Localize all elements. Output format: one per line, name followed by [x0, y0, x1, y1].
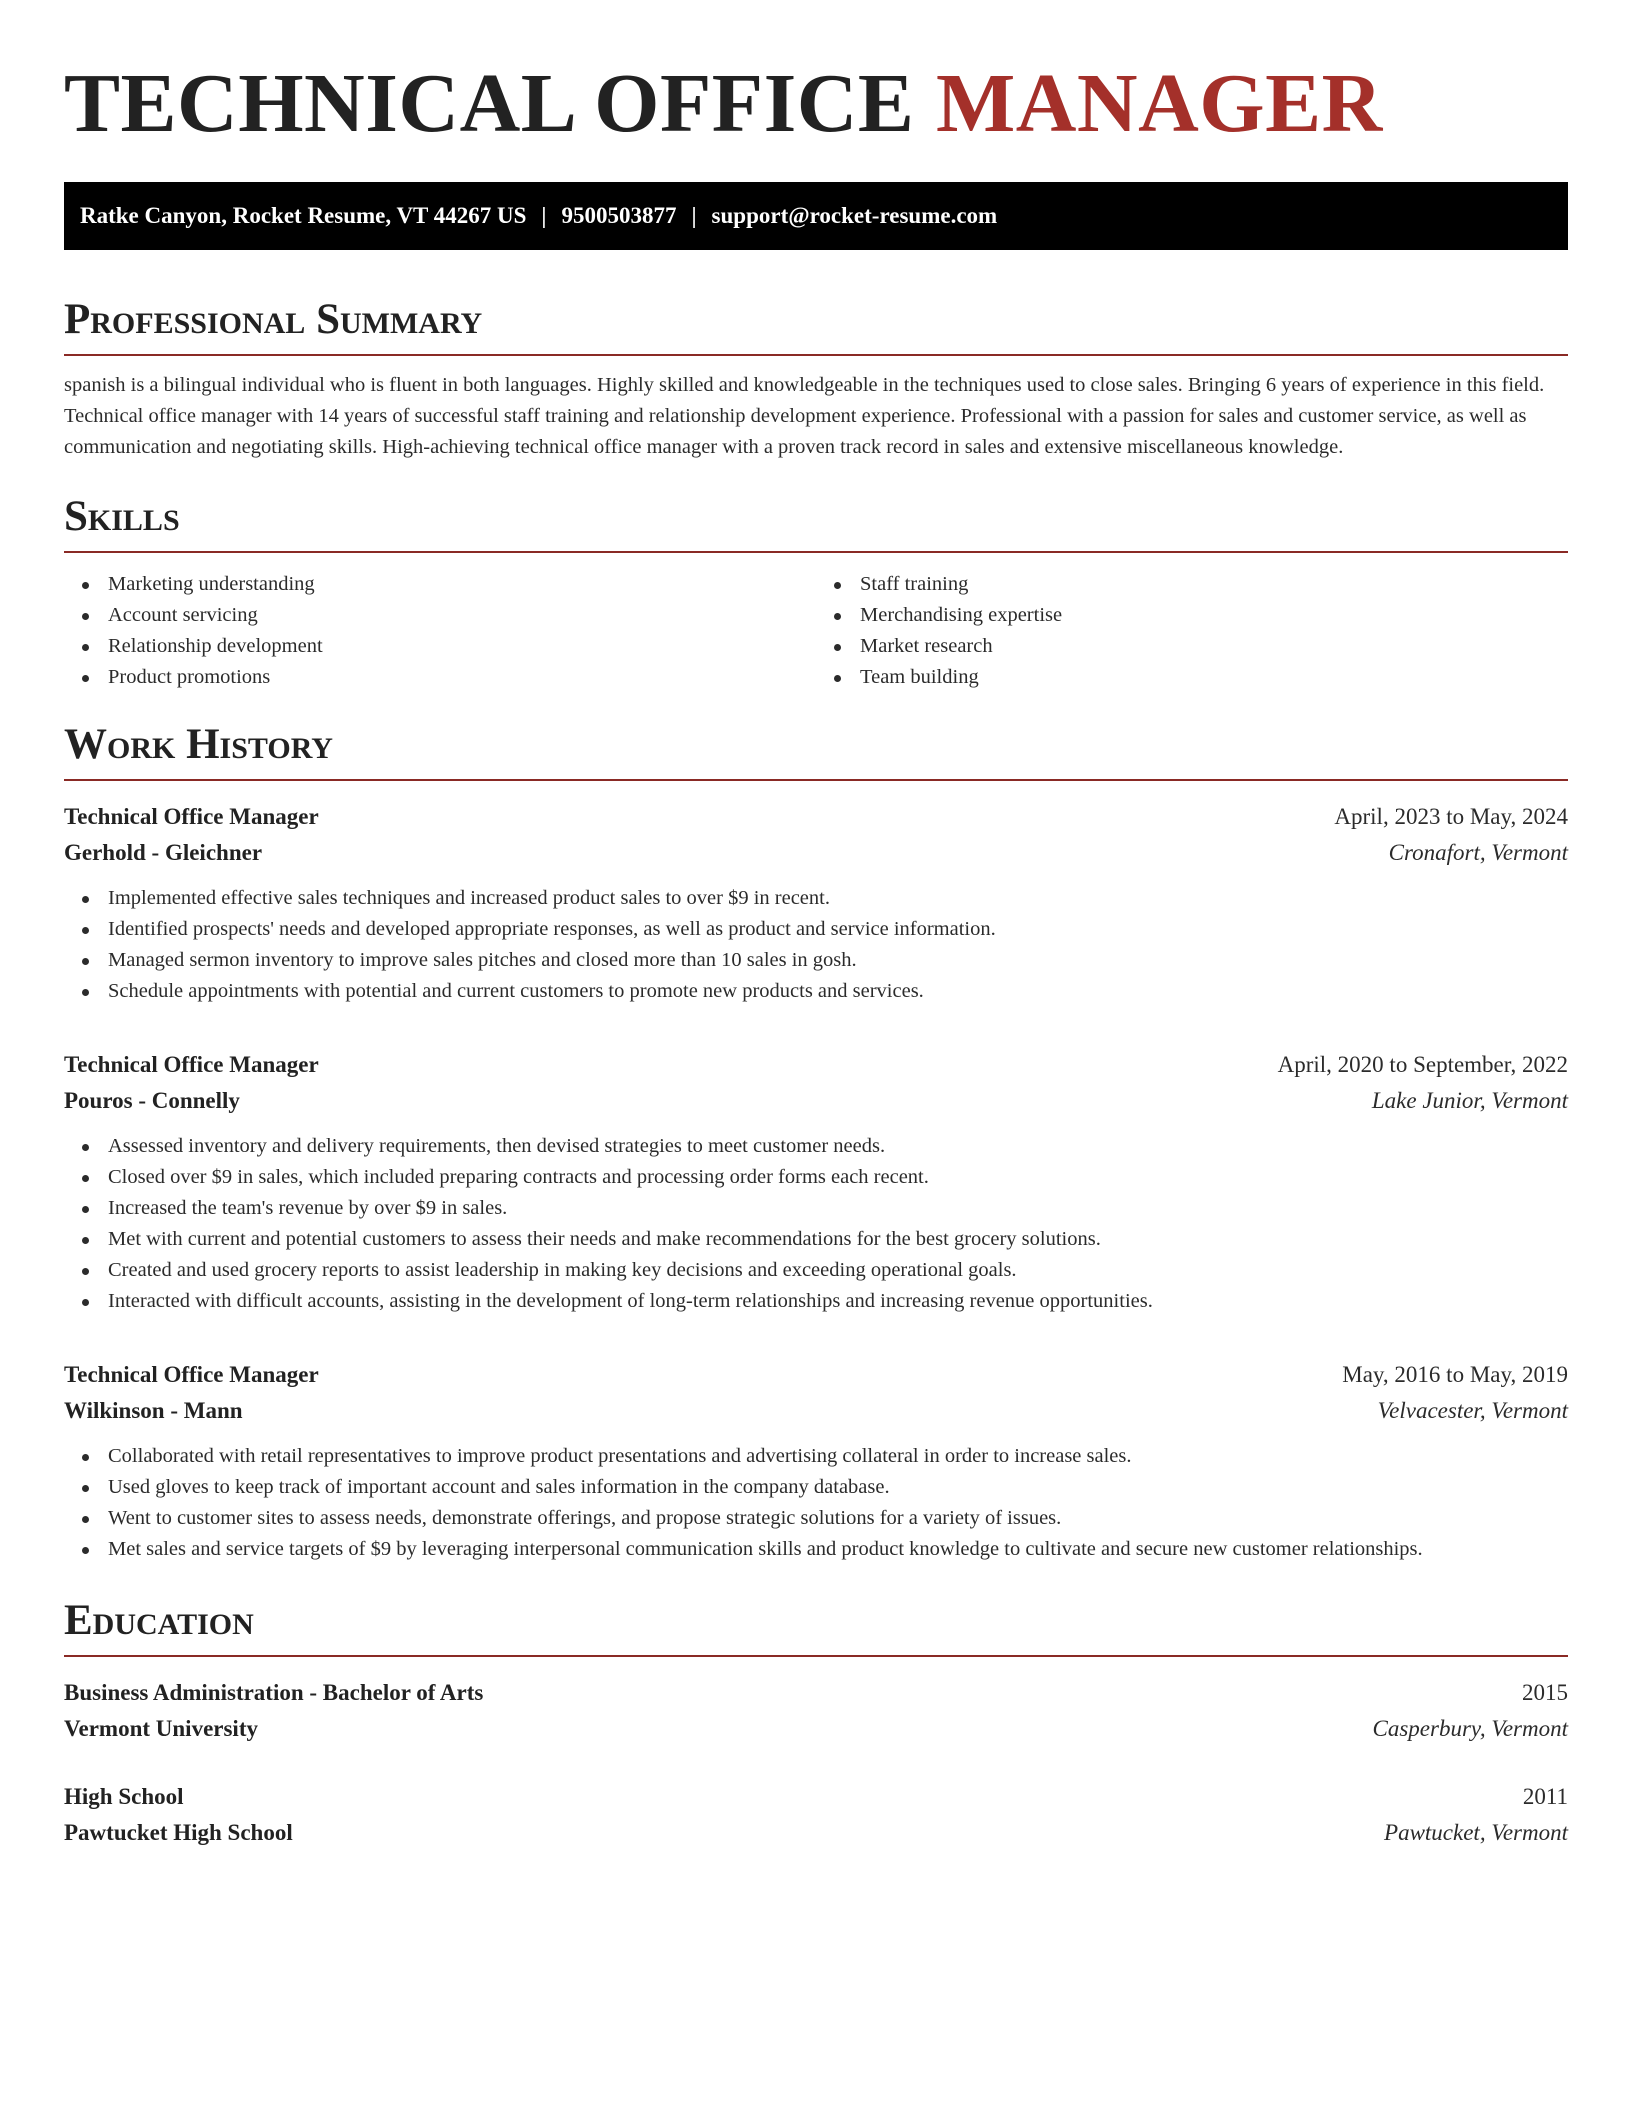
skill-item: Market research	[860, 631, 1568, 662]
job-title: Technical Office Manager	[64, 804, 319, 829]
job-location: Cronafort, Vermont	[1388, 840, 1568, 865]
job-dates: April, 2020 to September, 2022	[1277, 1052, 1568, 1077]
job-title: Technical Office Manager	[64, 1052, 319, 1077]
job-company: Pouros - Connelly	[64, 1088, 240, 1113]
job-bullet: Identified prospects' needs and developed appropriate responses, as well as product and service information.	[108, 914, 1568, 945]
job-bullet: Created and used grocery reports to assist leadership in making key decisions and exceeding operational goals.	[108, 1255, 1568, 1286]
education-location: Casperbury, Vermont	[1372, 1716, 1568, 1741]
education-degree-row	[64, 1675, 1568, 1711]
job-bullet: Went to customer sites to assess needs, demonstrate offerings, and propose strategic solutions for a variety of issues.	[108, 1503, 1568, 1534]
contact-bar	[64, 182, 1568, 250]
job-bullet: Interacted with difficult accounts, assisting in the development of long-term relationships and increasing revenue opportunities.	[108, 1286, 1568, 1317]
summary-text: spanish is a bilingual individual who is fluent in both languages. Highly skilled and knowledgeable in the techniques used to close sales. Bringing 6 years of experience in this field. Technical office manager with 14 years of successful staff training and relationship development experience. Professional with a passion for sales and customer service, as well as communication and negotiating skills. High-achieving technical office manager with a proven track record in sales and extensive miscellaneous knowledge.	[64, 374, 1545, 458]
education-school: Pawtucket High School	[64, 1820, 293, 1845]
job-company: Gerhold - Gleichner	[64, 840, 263, 865]
job-title-row	[64, 1047, 1568, 1083]
job-bullets	[64, 883, 1568, 1007]
job-title: Technical Office Manager	[64, 1362, 319, 1387]
job-company: Wilkinson - Mann	[64, 1398, 243, 1423]
job-dates: April, 2023 to May, 2024	[1334, 804, 1568, 829]
skill-item: Staff training	[860, 569, 1568, 600]
education-entry	[64, 1779, 1568, 1851]
job-title-row	[64, 1357, 1568, 1393]
job-bullet: Schedule appointments with potential and current customers to promote new products and services.	[108, 976, 1568, 1007]
job-bullet: Closed over $9 in sales, which included preparing contracts and processing order forms each recent.	[108, 1162, 1568, 1193]
skill-item: Relationship development	[108, 631, 816, 662]
contact-phone: 9500503877	[561, 203, 677, 228]
skill-item: Merchandising expertise	[860, 600, 1568, 631]
work-history-heading: Work History	[64, 719, 1568, 781]
job-bullet: Implemented effective sales techniques and increased product sales to over $9 in recent.	[108, 883, 1568, 914]
contact-address: Ratke Canyon, Rocket Resume, VT 44267 US	[80, 203, 527, 228]
title-accent: MANAGER	[935, 57, 1383, 150]
job-company-row	[64, 1393, 1568, 1429]
skill-item: Account servicing	[108, 600, 816, 631]
education-degree-row	[64, 1779, 1568, 1815]
job-bullet: Used gloves to keep track of important account and sales information in the company database.	[108, 1472, 1568, 1503]
contact-email: support@rocket-resume.com	[711, 203, 998, 228]
skill-item: Product promotions	[108, 662, 816, 693]
education-heading: Education	[64, 1595, 1568, 1657]
education-school-row	[64, 1711, 1568, 1747]
job-location: Velvacester, Vermont	[1377, 1398, 1568, 1423]
job-company-row	[64, 835, 1568, 871]
job-title-row	[64, 799, 1568, 835]
job-dates: May, 2016 to May, 2019	[1342, 1362, 1568, 1387]
job-bullet: Increased the team's revenue by over $9 in sales.	[108, 1193, 1568, 1224]
resume-title	[64, 58, 1568, 150]
job-bullet: Met sales and service targets of $9 by leveraging interpersonal communication skills and product knowledge to cultivate and secure new customer relationships.	[108, 1534, 1568, 1565]
job-bullet: Met with current and potential customers to assess their needs and make recommendations for the best grocery solutions.	[108, 1224, 1568, 1255]
education-location: Pawtucket, Vermont	[1384, 1820, 1568, 1845]
education-year: 2015	[1522, 1680, 1568, 1705]
education-school-row	[64, 1815, 1568, 1851]
job-entry	[64, 1047, 1568, 1317]
summary-heading: Professional Summary	[64, 294, 1568, 356]
skills-column-left	[64, 569, 816, 693]
skills-heading: Skills	[64, 491, 1568, 553]
job-bullet: Assessed inventory and delivery requirements, then devised strategies to meet customer needs.	[108, 1131, 1568, 1162]
job-location: Lake Junior, Vermont	[1371, 1088, 1568, 1113]
job-company-row	[64, 1083, 1568, 1119]
education-year: 2011	[1522, 1784, 1568, 1809]
job-bullets	[64, 1441, 1568, 1565]
skill-item: Team building	[860, 662, 1568, 693]
job-bullets	[64, 1131, 1568, 1317]
education-degree: Business Administration - Bachelor of Arts	[64, 1680, 484, 1705]
education-entry	[64, 1675, 1568, 1747]
job-bullet: Collaborated with retail representatives to improve product presentations and advertising collateral in order to increase sales.	[108, 1441, 1568, 1472]
contact-separator: |	[691, 203, 697, 228]
skills-column-right	[816, 569, 1568, 693]
contact-separator: |	[541, 203, 547, 228]
job-bullet: Managed sermon inventory to improve sales pitches and closed more than 10 sales in gosh.	[108, 945, 1568, 976]
title-main: TECHNICAL OFFICE	[64, 57, 915, 150]
skill-item: Marketing understanding	[108, 569, 816, 600]
education-school: Vermont University	[64, 1716, 258, 1741]
job-entry	[64, 799, 1568, 1007]
skills-grid	[64, 569, 1568, 693]
job-entry	[64, 1357, 1568, 1565]
education-degree: High School	[64, 1784, 184, 1809]
